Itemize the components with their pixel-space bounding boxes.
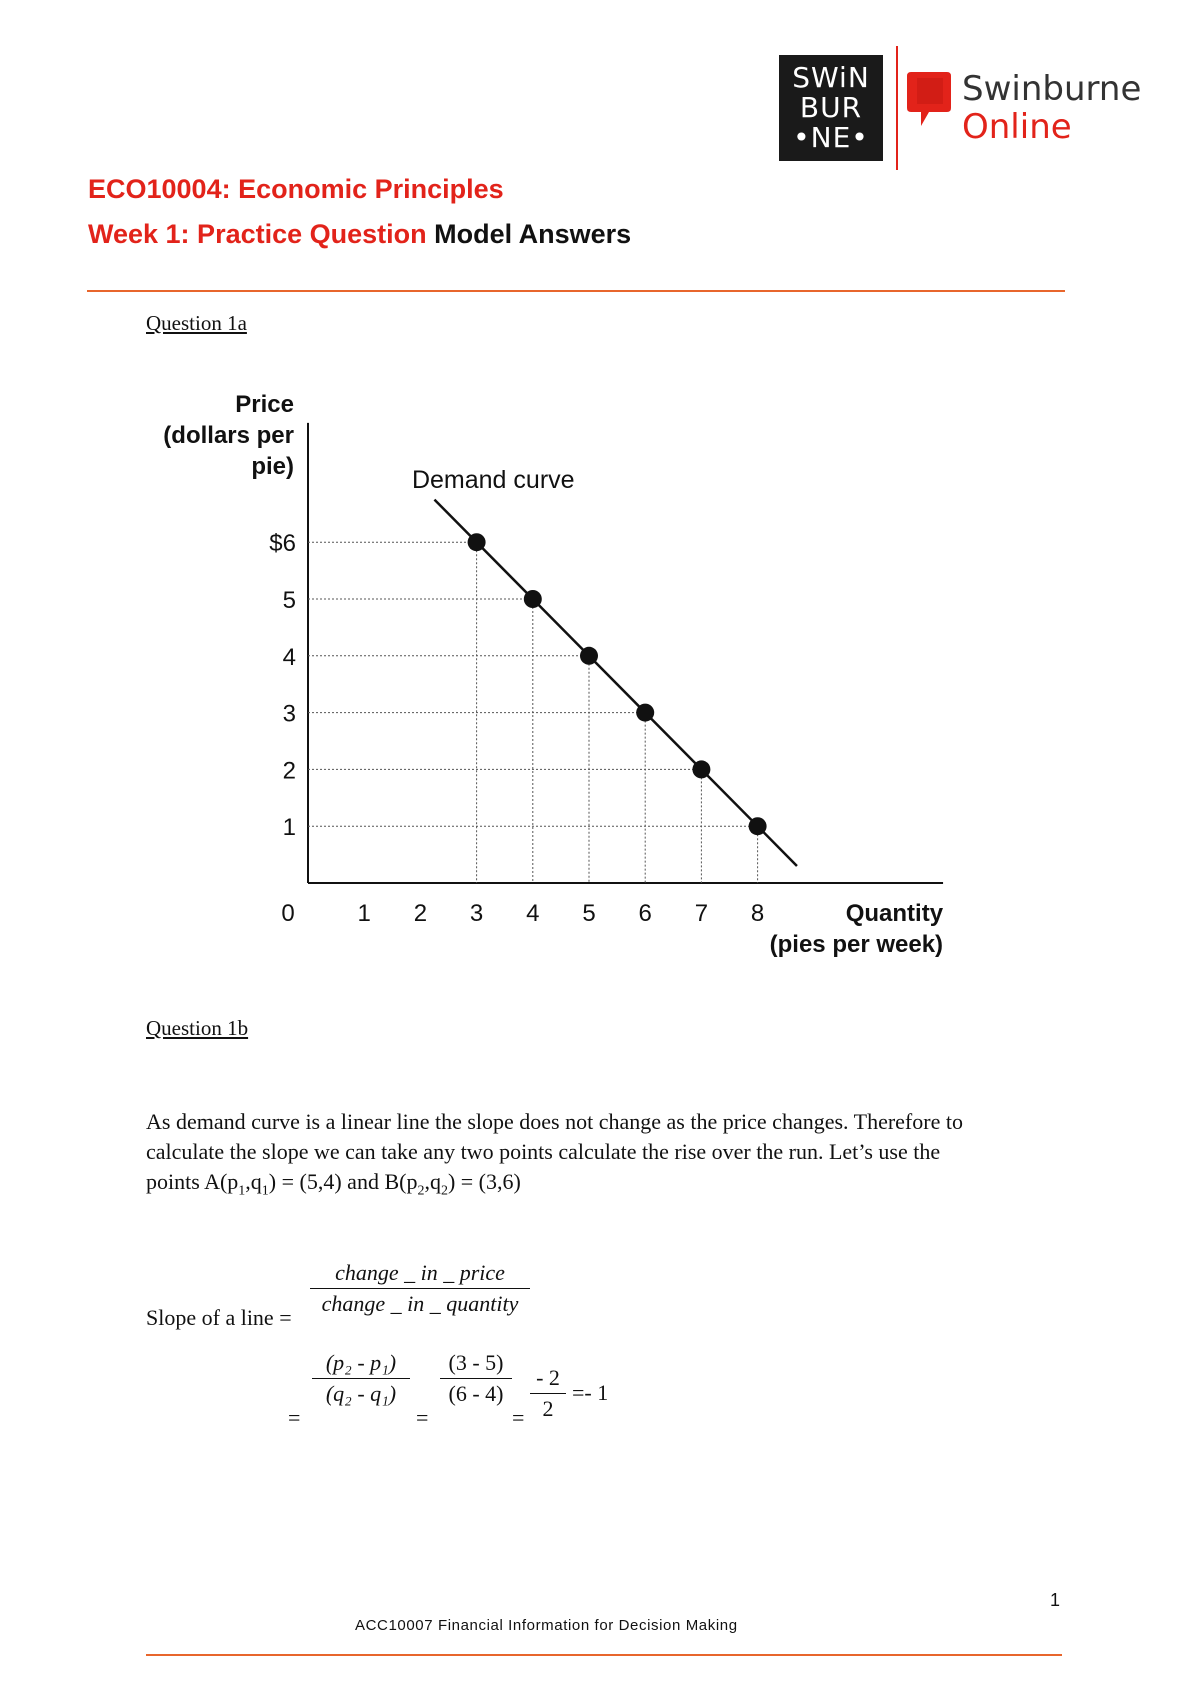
reduced-fraction	[530, 1365, 566, 1422]
fraction-numerator: - 2	[530, 1365, 566, 1394]
para-line-1: As demand curve is a linear line the slope does not change as the price changes. Therefore to	[146, 1109, 963, 1134]
x-tick-label: 4	[526, 900, 540, 927]
equals-sign: =	[416, 1405, 429, 1430]
curve-title-label: Demand curve	[411, 466, 575, 494]
y-tick-label: $6	[269, 530, 296, 558]
x-axis-label: (pies per week)	[769, 931, 944, 958]
fraction-denominator: 2	[542, 1396, 554, 1421]
question-1b-paragraph	[146, 1107, 1076, 1206]
numeric-fraction	[440, 1350, 512, 1407]
data-point	[749, 817, 767, 835]
page-number: 1	[1050, 1590, 1061, 1610]
document-title: ECO10004: Economic Principles	[88, 174, 504, 204]
brand-name: Swinburne	[962, 69, 1142, 109]
fraction-denominator: (6 - 4)	[448, 1381, 504, 1406]
equals-sign: =	[512, 1405, 525, 1430]
slope-label: Slope of a line =	[146, 1305, 292, 1330]
x-tick-label: 3	[469, 900, 484, 927]
para-text: ,q	[424, 1169, 441, 1194]
y-tick-label: 4	[282, 643, 296, 671]
fraction-numerator: change _ in _ price	[310, 1260, 530, 1289]
y-tick-label: 3	[282, 700, 296, 728]
question-1b-heading: Question 1b	[146, 1016, 249, 1040]
y-tick-label: 1	[282, 814, 296, 842]
x-tick-label: 5	[582, 900, 596, 927]
logo-line-1: SWiN	[792, 61, 870, 94]
para-line-2: calculate the slope we can take any two points calculate the rise over the run. Let’s use the	[146, 1139, 941, 1164]
header-divider	[87, 290, 1065, 292]
question-1a-heading: Question 1a	[146, 311, 247, 335]
logo-line-3: •NE•	[793, 121, 869, 154]
para-text: points A(p	[146, 1169, 239, 1194]
x-tick-label: 7	[694, 900, 709, 927]
y-axis-label: (dollars per	[163, 422, 294, 449]
speech-bubble-icon	[907, 70, 953, 128]
subtitle-red: Week 1: Practice Question	[88, 219, 427, 249]
x-tick-label: 0	[281, 900, 295, 927]
y-axis-label: Price	[235, 391, 294, 418]
para-text: ) = (3,6)	[447, 1169, 521, 1194]
fraction-numerator: (3 - 5)	[440, 1350, 512, 1379]
data-point	[692, 760, 710, 778]
fraction-denominator: (q₂ - q₁)	[325, 1381, 397, 1406]
y-tick-label: 2	[282, 757, 296, 785]
x-tick-label: 1	[357, 900, 371, 927]
slope-result: =- 1	[572, 1380, 609, 1405]
brand-sub: Online	[962, 107, 1072, 147]
subtitle-dark: Model Answers	[426, 219, 632, 249]
logo-line-2: BUR	[799, 91, 863, 124]
logo-divider	[896, 46, 898, 170]
x-axis-label: Quantity	[845, 900, 944, 927]
subscript: 1	[238, 1183, 246, 1199]
equals-sign: =	[288, 1405, 301, 1430]
document-subtitle	[88, 219, 631, 250]
x-tick-label: 8	[750, 900, 765, 927]
demand-chart	[130, 390, 990, 970]
x-tick-label: 2	[413, 900, 428, 927]
para-line-3	[146, 1167, 1076, 1206]
para-text: ) = (5,4) and B(p	[268, 1169, 418, 1194]
footer-course-title: ACC10007 Financial Information for Decision Making	[355, 1617, 738, 1634]
subscript: 2	[417, 1183, 425, 1199]
para-text: ,q	[245, 1169, 262, 1194]
fraction-denominator: change _ in _ quantity	[321, 1291, 519, 1316]
subscript: 1	[261, 1183, 269, 1199]
demand-curve-line	[434, 500, 796, 866]
fraction-numerator: (p₂ - p₁)	[312, 1350, 410, 1379]
footer-divider	[146, 1654, 1062, 1656]
slope-definition-fraction	[310, 1260, 530, 1317]
data-point	[524, 590, 542, 608]
x-tick-label: 6	[638, 900, 652, 927]
y-tick-label: 5	[282, 587, 296, 614]
y-axis-label: pie)	[251, 453, 294, 480]
data-point	[580, 647, 598, 665]
swinburne-logo-box	[779, 55, 883, 161]
data-point	[636, 704, 654, 722]
subscript: 2	[440, 1183, 448, 1199]
data-point	[468, 533, 486, 551]
symbolic-fraction	[312, 1350, 410, 1407]
